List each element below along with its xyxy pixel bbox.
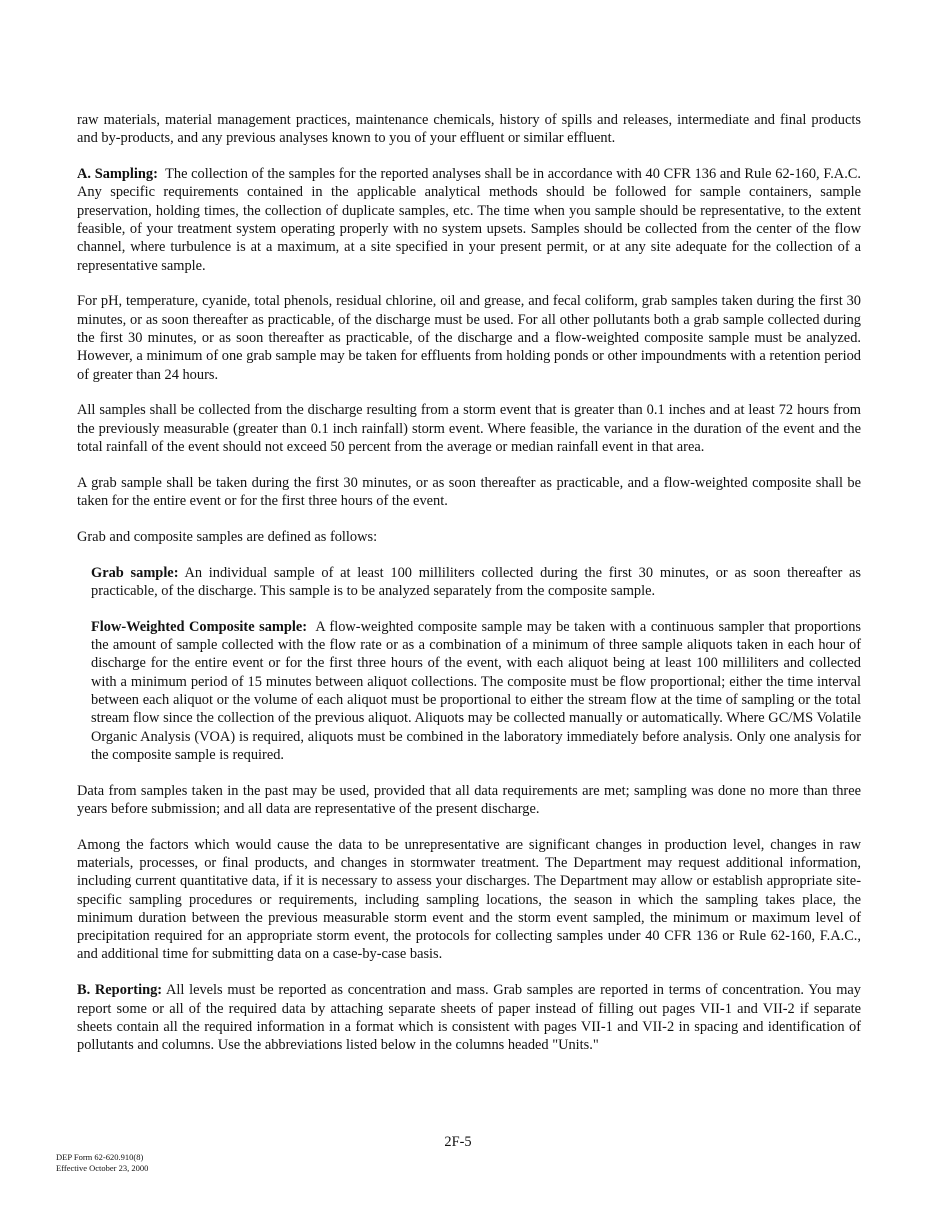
paragraph-sampling [77,165,861,275]
paragraph-storm-event: All samples shall be collected from the discharge resulting from a storm event that is greater than 0.1 inches and at least 72 hours from the previously measurable (greater than 0.1 inch rainfall) storm event. Where feasible, the variance in the duration of the event and the total rainfall of the event should not exceed 50 percent from the average or median rainfall event in that area. [77,402,861,455]
document-body [77,111,861,1072]
paragraph-past-data: Data from samples taken in the past may be used, provided that all data requirements are met; sampling was done no more than three years before submission; and all data are representative of the present discharge. [77,782,861,817]
paragraph-grab-requirements: For pH, temperature, cyanide, total phenols, residual chlorine, oil and grease, and fecal coliform, grab samples taken during the first 30 minutes, or as soon thereafter as practicable, of the discharge must be used. For all other pollutants both a grab sample collected during the first 30 minutes, or as soon thereafter as practicable, of the discharge and a flow-weighted composite sample must be analyzed. However, a minimum of one grab sample may be taken for effluents from holding ponds or other impoundments with a retention period of greater than 24 hours. [77,293,861,383]
paragraph-unrepresentative-factors: Among the factors which would cause the data to be unrepresentative are significant changes in production level, changes in raw materials, processes, or final products, and changes in stormwater treatment. The Department may request additional information, including current quantitative data, if it is necessary to assess your discharges. The Department may allow or establish appropriate site-specific sampling procedures or requirements, including sampling locations, the season in which the sampling takes place, the minimum duration between the previous measurable storm event and the storm event sampled, the minimum or maximum level of precipitation required for an appropriate storm event, the protocols for collecting samples under 40 CFR 136 or Rule 62-160, F.A.C., and additional time for submitting data on a case-by-case basis. [77,836,861,963]
effective-date: Effective October 23, 2000 [56,1162,149,1173]
reporting-text: All levels must be reported as concentration and mass. Grab samples are reported in terms of concentration. You may report some or all of the required data by attaching separate sheets of paper instead of filling out pages VII-1 and VII-2 if separate sheets contain all the required information in a format which is consistent with pages VII-1 and VII-2 in spacing and identification of pollutants and columns. Use the abbreviations listed below in the columns headed "Units." [77,982,861,1054]
page-number: 2F-5 [444,1134,472,1150]
paragraph-reporting [77,981,861,1054]
paragraph-grab-definition [91,564,861,601]
composite-sample-heading: Flow-Weighted Composite sample: [91,618,308,635]
paragraph-materials: raw materials, material management practices, maintenance chemicals, history of spills and releases, intermediate and final products and by-products, and any previous analyses known to you of your effluent or similar effluent. [77,112,861,147]
composite-sample-text: A flow-weighted composite sample may be taken with a continuous sampler that proportions the amount of sample collected with the flow rate or as a combination of a minimum of three sample aliquots taken in each hour of discharge for the entire event or for the first three hours of the event, with each aliquot being at least 100 milliliters and collected with a minimum period of 15 minutes between aliquot collections. The composite must be flow proportional; either the time interval between each aliquot or the volume of each aliquot must be proportional to either the stream flow at the time of sampling or the total stream flow since the collection of the previous aliquot. Aliquots may be collected manually or automatically. Where GC/MS Volatile Organic Analysis (VOA) is required, aliquots must be combined in the laboratory immediately before analysis. Only one analysis for the composite sample is required. [91,618,861,763]
form-number: DEP Form 62-620.910(8) [56,1152,144,1162]
paragraph-grab-composite: A grab sample shall be taken during the first 30 minutes, or as soon thereafter as practicable, and a flow-weighted composite shall be taken for the entire event or for the first three hours of the event. [77,474,861,510]
paragraph-definitions-intro: Grab and composite samples are defined as follows: [77,528,378,545]
grab-sample-text: An individual sample of at least 100 milliliters collected during the first 30 minutes, or as soon thereafter as practicable, of the discharge. This sample is to be analyzed separately from the composite sample. [91,564,861,599]
reporting-heading: B. Reporting: [77,982,163,999]
sampling-text: The collection of the samples for the reported analyses shall be in accordance with 40 CFR 136 and Rule 62-160, F.A.C. Any specific requirements contained in the applicable analytical methods should be followed for sample containers, sample preservation, holding times, the collection of duplicate samples, etc. The time when you sample should be representative, to the extent feasible, of your treatment system operating properly with no system upsets. Samples should be collected from the center of the flow channel, where turbulence is at a maximum, at a site specified in your present permit, or at any site adequate for the collection of a representative sample. [77,166,861,274]
sampling-heading: A. Sampling: [77,166,158,183]
paragraph-composite-definition [91,618,861,764]
grab-sample-heading: Grab sample: [91,564,179,581]
form-identifier [56,1152,148,1173]
